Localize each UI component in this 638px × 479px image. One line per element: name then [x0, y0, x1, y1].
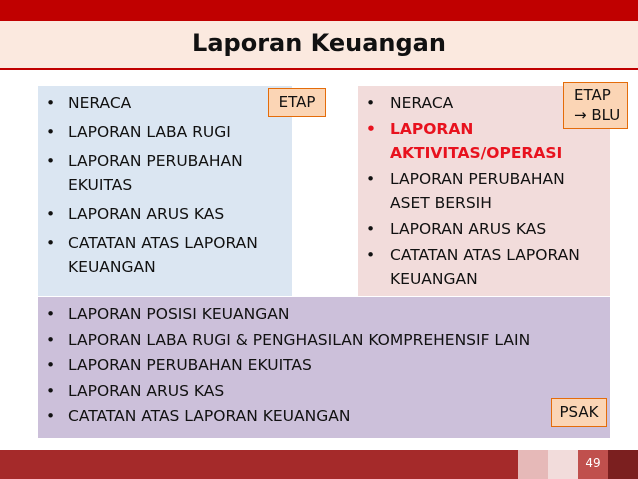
footer-square-2 [548, 450, 578, 479]
etap-blu-tag-line2: → BLU [574, 106, 621, 124]
blu-item-arus-kas: • LAPORAN ARUS KAS [358, 217, 608, 241]
footer-square-4 [608, 450, 638, 479]
blu-item-neraca: • NERACA [358, 91, 608, 115]
etap-tag: ETAP [268, 88, 326, 117]
header-bar [0, 0, 638, 21]
etap-item-arus-kas: • LAPORAN ARUS KAS [38, 202, 290, 226]
blu-item-calk: • CATATAN ATAS LAPORAN KEUANGAN [358, 243, 608, 291]
psak-list [38, 302, 530, 430]
psak-item-perubahan-ekuitas: • LAPORAN PERUBAHAN EKUITAS [38, 353, 530, 379]
blu-item-perubahan-aset: • LAPORAN PERUBAHAN ASET BERSIH [358, 167, 598, 215]
etap-list [38, 91, 290, 284]
footer-square-1 [518, 450, 548, 479]
psak-item-calk: • CATATAN ATAS LAPORAN KEUANGAN [38, 404, 530, 430]
psak-item-arus-kas: • LAPORAN ARUS KAS [38, 379, 530, 405]
etap-item-perubahan-ekuitas: • LAPORAN PERUBAHAN EKUITAS [38, 149, 278, 197]
blu-item-aktivitas: • LAPORAN AKTIVITAS/OPERASI [358, 117, 598, 165]
etap-box [38, 86, 292, 296]
etap-item-laba-rugi: • LAPORAN LABA RUGI [38, 120, 290, 144]
psak-item-laba-rugi: • LAPORAN LABA RUGI & PENGHASILAN KOMPREHENSIF LAIN [38, 328, 530, 354]
etap-item-calk: • CATATAN ATAS LAPORAN KEUANGAN [38, 231, 290, 279]
etap-blu-tag [563, 82, 628, 129]
page-number: 49 [585, 456, 601, 470]
slide-title: Laporan Keuangan [192, 29, 446, 57]
psak-item-posisi: • LAPORAN POSISI KEUANGAN [38, 302, 530, 328]
etap-item-neraca: • NERACA [38, 91, 290, 115]
psak-box [38, 297, 610, 438]
etap-blu-tag-line1: ETAP [574, 86, 611, 104]
psak-tag: PSAK [551, 398, 607, 427]
